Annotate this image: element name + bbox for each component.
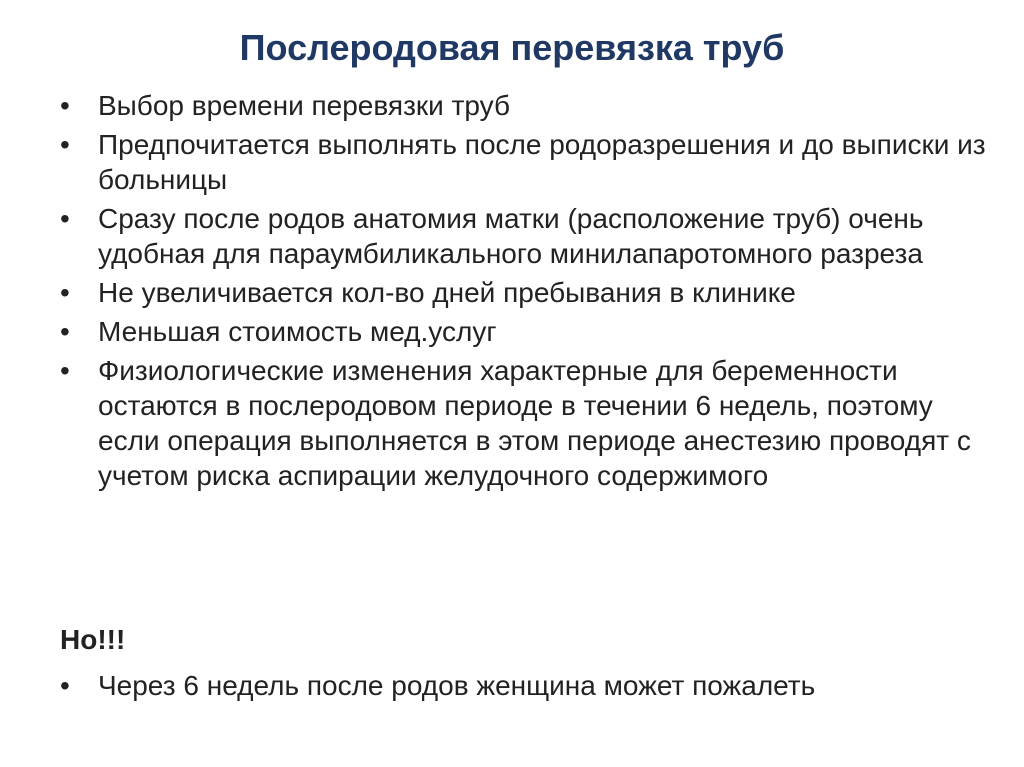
bullet-text: Предпочитается выполнять после родоразрешения и до выписки из больницы [98, 129, 986, 195]
bullet-text: Сразу после родов анатомия матки (расположение труб) очень удобная для параумбиликального минилапаротомного разреза [98, 203, 924, 269]
bullet-icon: • [60, 355, 70, 386]
note-heading: Но!!! [60, 624, 126, 655]
bullet-text: Через 6 недель после родов женщина может пожалеть [98, 670, 816, 701]
bullet-item [60, 275, 990, 310]
bullet-icon: • [60, 277, 70, 308]
bullet-item [60, 668, 990, 703]
bullet-item [60, 353, 990, 493]
bullet-icon: • [60, 129, 70, 160]
bullet-text: Физиологические изменения характерные для беременности остаются в послеродовом периоде в течении 6 недель, поэтому если операция выполняется в этом периоде анестезию проводят с учетом риска аспирации желудочного содержимого [98, 355, 971, 491]
bullet-item [60, 314, 990, 349]
bullet-item [60, 127, 990, 197]
bullet-item [60, 88, 990, 123]
bullet-icon: • [60, 316, 70, 347]
bullet-text: Не увеличивается кол-во дней пребывания в клинике [98, 277, 796, 308]
bullet-text: Меньшая стоимость мед.услуг [98, 316, 497, 347]
slide-title: Послеродовая перевязка труб [239, 27, 785, 68]
bullet-icon: • [60, 203, 70, 234]
bullet-icon: • [60, 90, 70, 121]
bullet-icon: • [60, 670, 70, 701]
bullet-list [60, 88, 990, 497]
bullet-text: Выбор времени перевязки труб [98, 90, 511, 121]
final-bullet-list [60, 668, 990, 707]
bullet-item [60, 201, 990, 271]
